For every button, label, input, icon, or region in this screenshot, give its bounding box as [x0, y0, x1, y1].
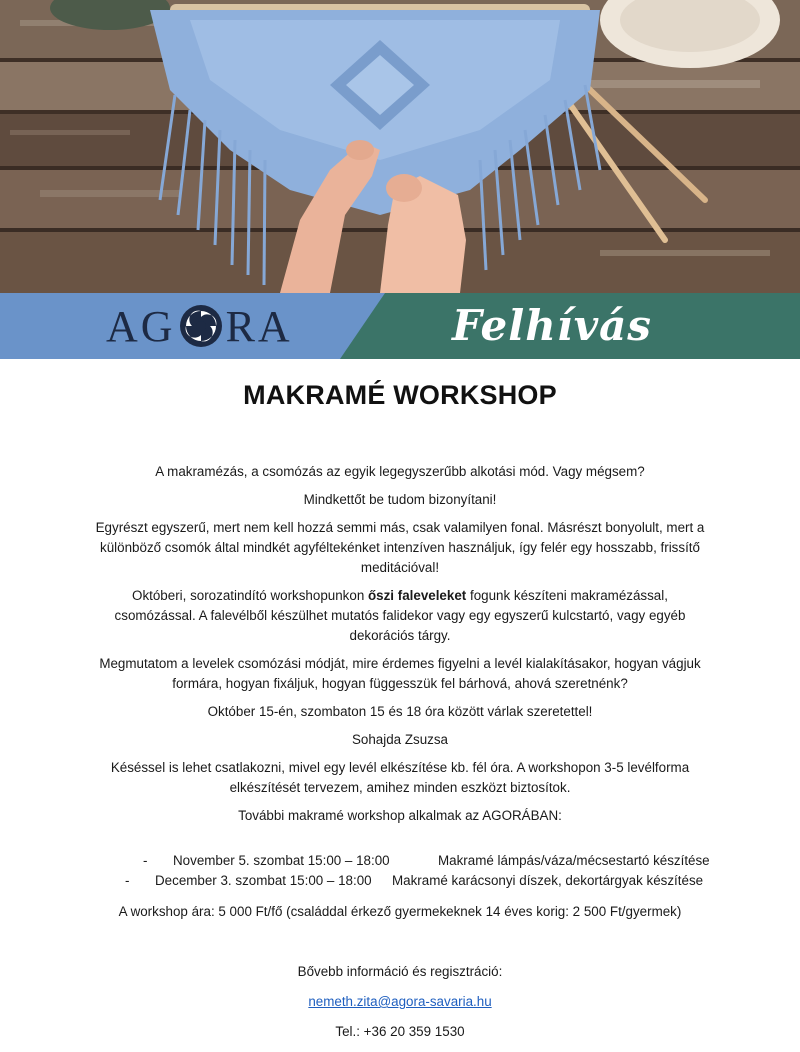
paragraph-late-joining: Késéssel is lehet csatlakozni, mivel egy levél elkészítése kb. fél óra. A workshopon 3-5 levélforma elkészítését tervezem, amihez minden eszközt biztosítok. — [110, 760, 690, 795]
paragraph-explanation: Egyrészt egyszerű, mert nem kell hozzá semmi más, csak valamilyen fonal. Másrészt bonyolult, mert a különböző csomók által mindkét agyféltekénket intenzíven használjuk, így felér egy hosszabb, frissítő meditációval! — [95, 520, 705, 575]
contact-heading: Bővebb információ és regisztráció: — [297, 964, 503, 979]
contact-email-line — [0, 992, 800, 1012]
body-text — [90, 462, 710, 834]
logo-text-left: AG — [106, 301, 176, 351]
list-item — [125, 871, 730, 891]
banner-tagline: Felhívás — [452, 301, 652, 350]
event-list — [110, 851, 730, 891]
hero-image — [0, 0, 800, 293]
event-date: November 5. szombat 15:00 – 18:00 — [173, 853, 390, 868]
price-info: A workshop ára: 5 000 Ft/fő (családdal érkező gyermekeknek 14 éves korig: 2 500 Ft/gyermek) — [118, 904, 682, 919]
macrame-illustration — [0, 0, 800, 293]
email-link[interactable]: nemeth.zita@agora-savaria.hu — [308, 994, 492, 1009]
logo-text-right: RA — [225, 301, 293, 351]
paragraph-claim: Mindkettőt be tudom bizonyítani! — [303, 492, 497, 507]
header-banner — [0, 293, 800, 359]
paragraph-intro: A makramézás, a csomózás az egyik legegyszerűbb alkotási mód. Vagy mégsem? — [155, 464, 645, 479]
contact-phone: Tel.: +36 20 359 1530 — [335, 1024, 465, 1039]
paragraph-october-text-end: fogunk készíteni makramézással, csomózással. A falevélből készülhet mutatós falidekor vagy egy egyszerű kulcstartó, vagy egyéb dekorációs tárgy. — [114, 588, 686, 643]
paragraph-date: Október 15-én, szombaton 15 és 18 óra között várlak szeretettel! — [207, 704, 593, 719]
agora-logo — [106, 303, 293, 349]
event-description: Makramé lámpás/váza/mécsestartó készítése — [438, 853, 710, 868]
paragraph-october-workshop — [90, 586, 710, 646]
paragraph-signature: Sohajda Zsuzsa — [351, 732, 449, 747]
paragraph-techniques: Megmutatom a levelek csomózási módját, mire érdemes figyelni a levél kialakításakor, hogyan vágjuk formára, hogyan fixáljuk, hogyan függesszük fel bárhová, ahová szeretnénk? — [99, 656, 701, 691]
event-date: December 3. szombat 15:00 – 18:00 — [155, 873, 372, 888]
page-title: MAKRAMÉ WORKSHOP — [243, 380, 557, 410]
logo-swirl-icon — [178, 303, 224, 349]
contact-section — [0, 962, 800, 1052]
paragraph-october-text-start: Októberi, sorozatindító workshopunkon — [132, 588, 368, 603]
list-dash: - — [143, 853, 148, 868]
event-description: Makramé karácsonyi díszek, dekortárgyak készítése — [392, 873, 704, 888]
paragraph-october-highlight: őszi faleveleket — [367, 588, 467, 603]
list-dash: - — [125, 873, 130, 888]
paragraph-more-dates: További makramé workshop alkalmak az AGORÁBAN: — [238, 808, 562, 823]
list-item — [143, 851, 730, 871]
